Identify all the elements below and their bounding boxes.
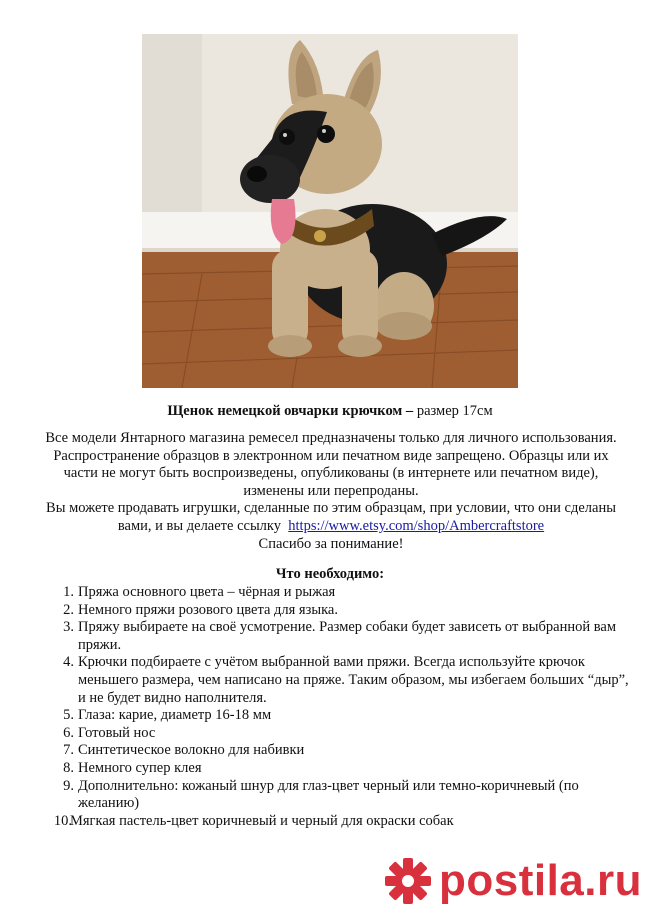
- list-item-text: Немного супер клея: [78, 759, 202, 776]
- list-item-text: Дополнительно: кожаный шнур для глаз-цвет черный или темно-коричневый (по желанию): [78, 777, 579, 812]
- requirements-list: [50, 584, 635, 830]
- list-number: 10.: [53, 812, 72, 829]
- list-item-text: Готовый нос: [78, 724, 156, 741]
- list-item-text: Глаза: карие, диаметр 16-18 мм: [78, 707, 272, 724]
- notice-sell-text: Вы можете продавать игрушки, сделанные по этим образцам, при условии, что они сделаны вами, и вы делаете ссылку: [46, 500, 616, 534]
- list-number: 3.: [63, 619, 74, 636]
- list-item: [50, 742, 635, 760]
- copyright-notice: [36, 430, 626, 553]
- list-item: [50, 813, 635, 831]
- list-number: 8.: [63, 759, 74, 776]
- list-item-text: Пряжу выбираете на своё усмотрение. Размер собаки будет зависеть от выбранной вам пряжи.: [78, 619, 617, 653]
- list-number: 2.: [63, 601, 74, 618]
- list-item: [50, 654, 635, 707]
- list-item: [50, 707, 635, 725]
- notice-sell-paragraph: [36, 500, 626, 535]
- watermark-text: postila.ru: [438, 856, 642, 905]
- list-item: [50, 602, 635, 620]
- puppy-illustration: [142, 34, 518, 388]
- pattern-title: [0, 403, 660, 420]
- list-item: [50, 778, 635, 813]
- list-number: 7.: [63, 742, 74, 759]
- notice-paragraph: Все модели Янтарного магазина ремесел предназначены только для личного использования. Распространение образцов в электронном или печатном виде запрещено. Образцы или их части не могут быть воспроизведены, опубликованы (в интернете или печатном виде), изменены или перепроданы.: [45, 430, 617, 499]
- list-item-text: Мягкая пастель-цвет коричневый и черный для окраски собак: [70, 812, 454, 829]
- list-item-text: Немного пряжи розового цвета для языка.: [78, 601, 338, 618]
- list-number: 9.: [63, 777, 74, 794]
- list-number: 5.: [63, 707, 74, 724]
- list-item-text: Синтетическое волокно для набивки: [78, 742, 305, 759]
- list-item: [50, 725, 635, 743]
- requirements-title: Что необходимо:: [275, 566, 385, 582]
- notice-thanks: Спасибо за понимание!: [258, 535, 404, 552]
- list-item-text: Крючки подбираете с учётом выбранной вами пряжи. Всегда используйте крючок меньшего размера, чем написано на пряже. Таким образом, мы избегаем больших “дыр”, и не будет видно наполнителя.: [78, 654, 629, 706]
- list-number: 6.: [63, 724, 74, 741]
- list-item: [50, 584, 635, 602]
- list-item: [50, 760, 635, 778]
- pattern-title-size: размер 17см: [413, 403, 493, 419]
- puppy-photo: [142, 34, 518, 388]
- etsy-shop-link[interactable]: https://www.etsy.com/shop/Ambercraftstore: [288, 517, 545, 534]
- list-item-text: Пряжа основного цвета – чёрная и рыжая: [78, 584, 336, 600]
- postila-watermark: [383, 856, 642, 906]
- list-number: 1.: [63, 584, 74, 600]
- postila-logo-icon: [383, 856, 433, 906]
- list-item: [50, 619, 635, 654]
- pattern-title-bold: Щенок немецкой овчарки крючком –: [167, 403, 414, 419]
- list-number: 4.: [63, 654, 74, 671]
